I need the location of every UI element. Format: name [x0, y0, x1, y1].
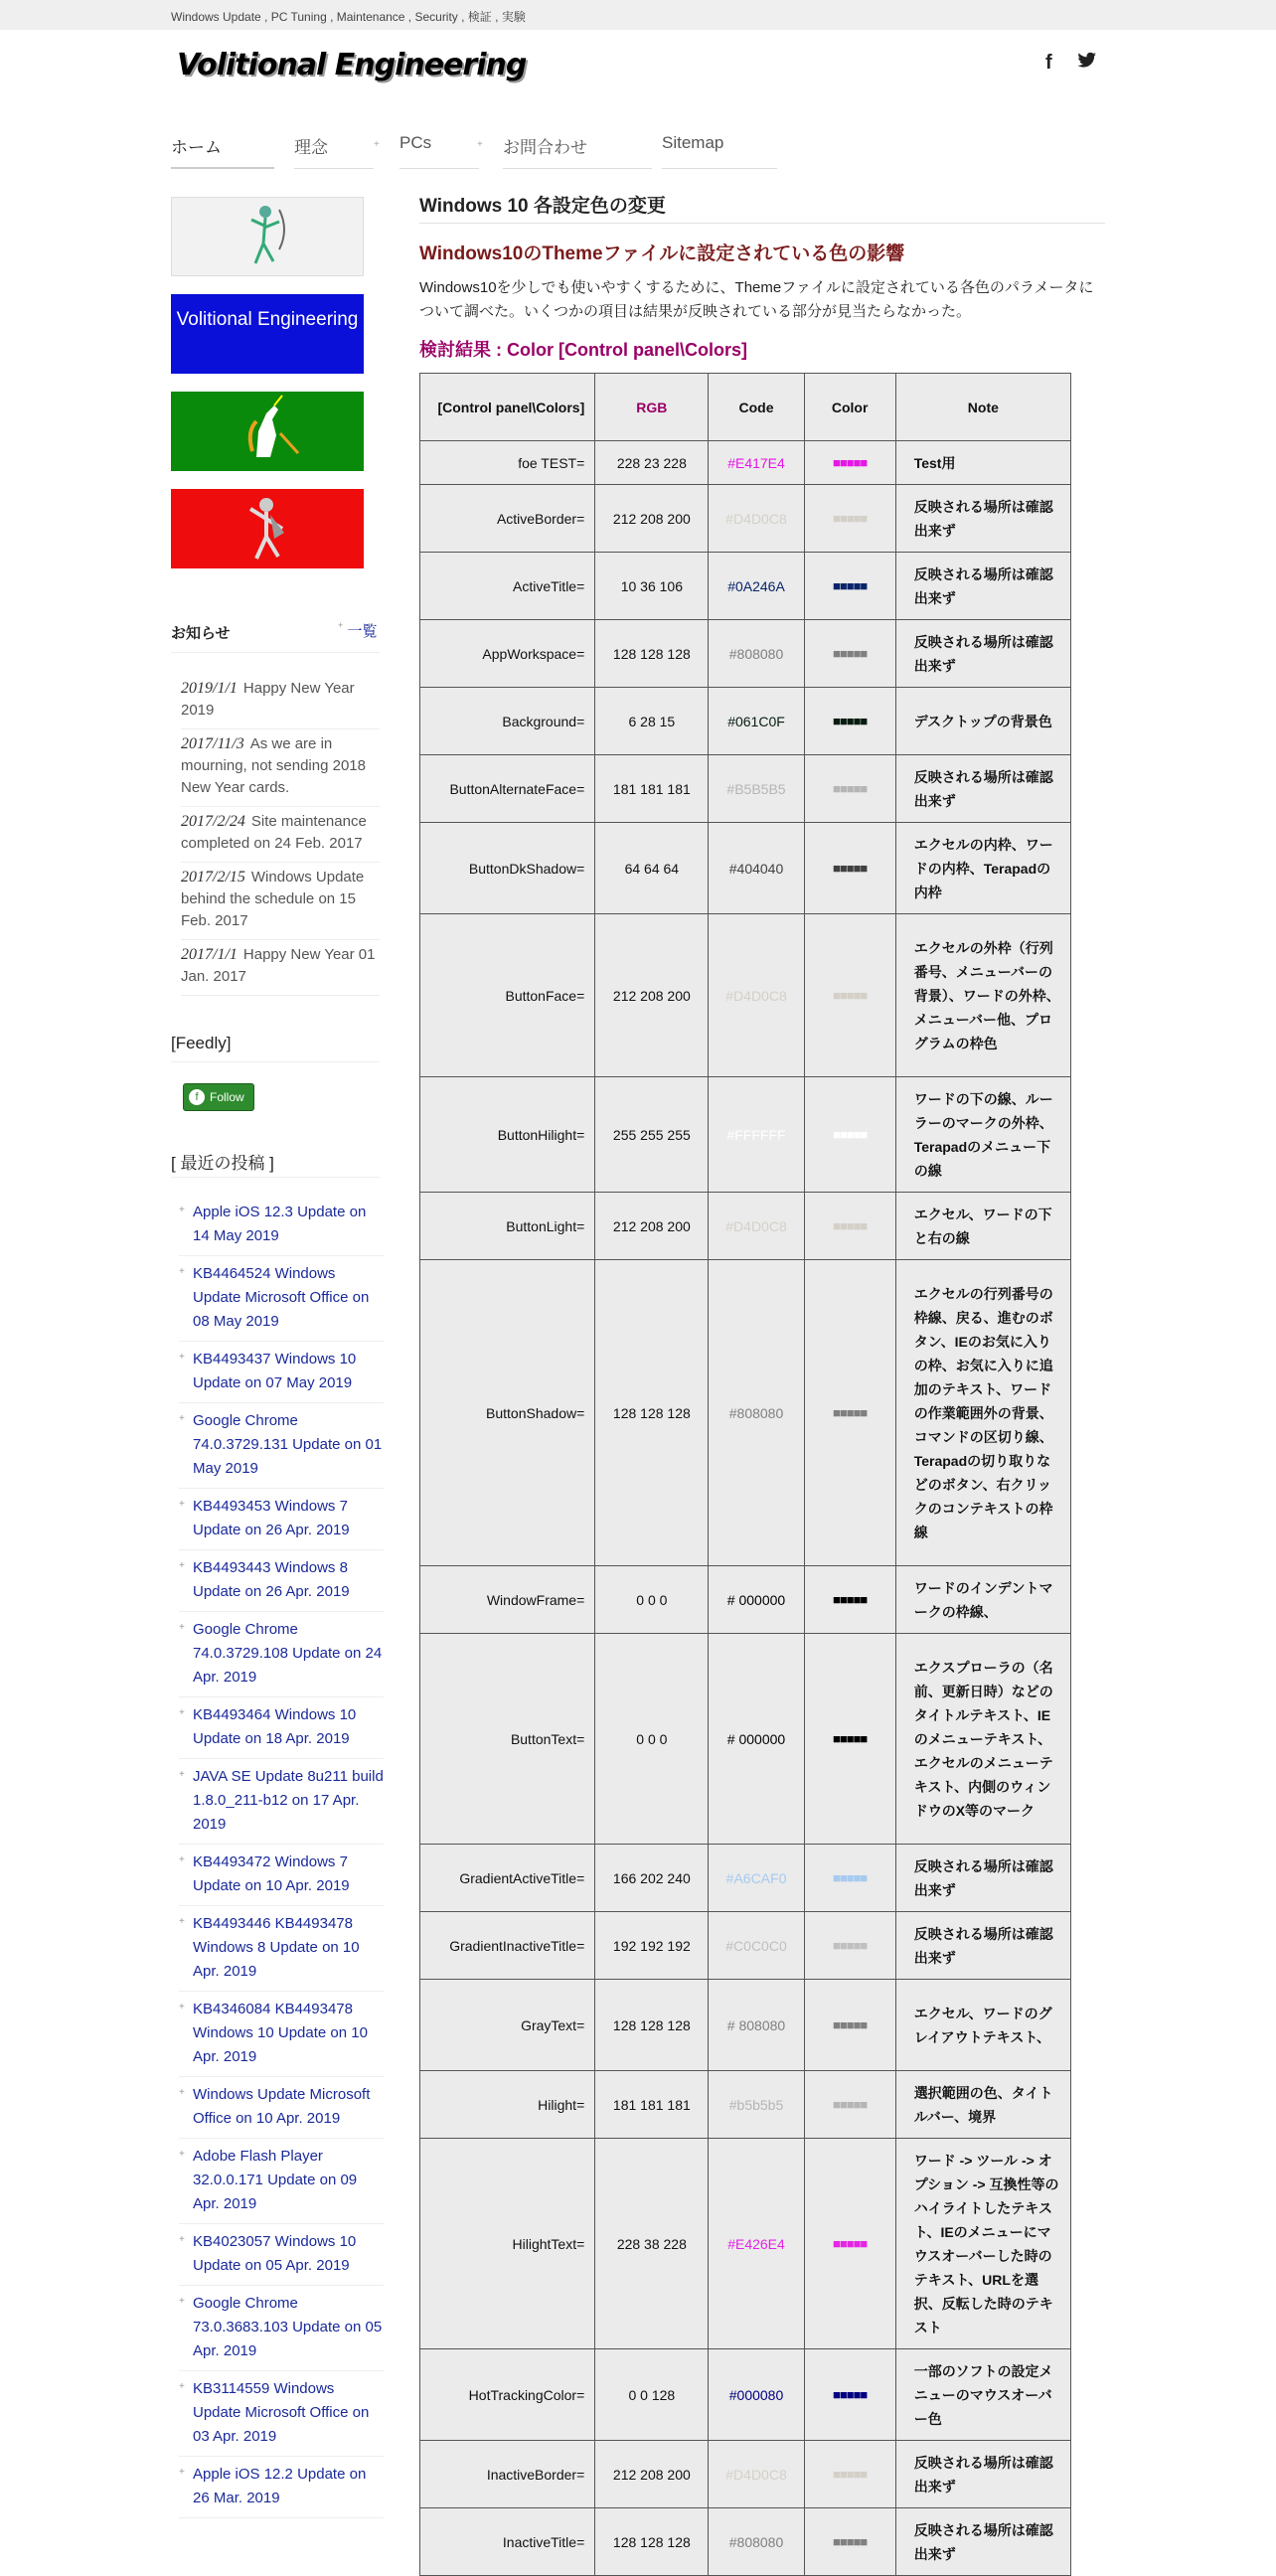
- twitter-icon[interactable]: [1077, 52, 1097, 76]
- news-item[interactable]: 2017/1/1 Happy New Year 01 Jan. 2017: [181, 940, 380, 996]
- page-title: Windows 10 各設定色の変更: [419, 196, 666, 217]
- divider: [171, 1061, 380, 1062]
- cell-name: GradientInactiveTitle=: [420, 1912, 595, 1980]
- cell-code: #D4D0C8: [709, 2441, 804, 2508]
- cell-code: #0A246A: [709, 553, 804, 620]
- cell-code: # 000000: [709, 1566, 804, 1634]
- table-row: [420, 688, 1071, 755]
- cell-color-swatch: ■■■■■: [804, 441, 895, 485]
- recent-post-link[interactable]: + KB4493437 Windows 10 Update on 07 May 2019: [179, 1342, 384, 1403]
- recent-posts-heading: [ 最近の投稿 ]: [171, 1154, 274, 1173]
- cell-note: 反映される場所は確認出来ず: [895, 1845, 1070, 1912]
- cell-color-swatch: ■■■■■: [804, 553, 895, 620]
- cell-code: #D4D0C8: [709, 914, 804, 1077]
- table-row: [420, 2508, 1071, 2576]
- cell-note: 選択範囲の色、タイトルバー、境界: [895, 2071, 1070, 2139]
- cell-note: 反映される場所は確認出来ず: [895, 1912, 1070, 1980]
- table-row: [420, 1845, 1071, 1912]
- cupid-icon: [172, 198, 365, 277]
- cell-rgb: 228 38 228: [595, 2139, 709, 2349]
- table-row: [420, 2349, 1071, 2441]
- table-row: [420, 1912, 1071, 1980]
- cell-code: #061C0F: [709, 688, 804, 755]
- cell-note: 反映される場所は確認出来ず: [895, 2441, 1070, 2508]
- cell-note: デスクトップの背景色: [895, 688, 1070, 755]
- cell-name: Hilight=: [420, 2071, 595, 2139]
- cell-name: foe TEST=: [420, 441, 595, 485]
- recent-post-link[interactable]: + KB4493453 Windows 7 Update on 26 Apr. 2019: [179, 1489, 384, 1550]
- cell-note: ワードの下の線、ルーラーのマークの外枠、Terapadのメニュー下の線: [895, 1077, 1070, 1193]
- feedly-follow-button[interactable]: f Follow: [183, 1083, 254, 1111]
- cell-note: 反映される場所は確認出来ず: [895, 755, 1070, 823]
- cell-note: エクセル、ワードの下と右の線: [895, 1193, 1070, 1260]
- cell-note: エクセル、ワードのグレイアウトテキスト、: [895, 1980, 1070, 2071]
- table-row: [420, 553, 1071, 620]
- cell-rgb: 64 64 64: [595, 823, 709, 914]
- table-row: [420, 485, 1071, 553]
- header-note: Note: [895, 374, 1070, 441]
- nav-home[interactable]: ホーム: [171, 127, 274, 169]
- cell-code: #C0C0C0: [709, 1912, 804, 1980]
- header-code: Code: [709, 374, 804, 441]
- cell-name: ButtonDkShadow=: [420, 823, 595, 914]
- table-row: [420, 914, 1071, 1077]
- cell-color-swatch: ■■■■■: [804, 1912, 895, 1980]
- cell-color-swatch: ■■■■■: [804, 1566, 895, 1634]
- cell-note: Test用: [895, 441, 1070, 485]
- intro-text: Windows10を少しでも使いやすくするために、Themeファイルに設定されている各色のパラメータについて調べた。いくつかの項目は結果が反映されている部分が見当たらなかった。: [419, 279, 1094, 320]
- recent-post-link[interactable]: + Windows Update Microsoft Office on 10 Apr. 2019: [179, 2077, 384, 2139]
- cell-code: # 808080: [709, 1980, 804, 2071]
- recent-post-link[interactable]: + Apple iOS 12.3 Update on 14 May 2019: [179, 1195, 384, 1256]
- cell-name: ButtonShadow=: [420, 1260, 595, 1566]
- cell-code: #D4D0C8: [709, 1193, 804, 1260]
- cell-note: ワード -> ツール -> オプション -> 互換性等のハイライトしたテキスト、IEのメニューにマウスオーバーした時のテキスト、URLを選択、反転した時のテキスト: [895, 2139, 1070, 2349]
- dancer-icon: [171, 489, 364, 568]
- cell-rgb: 228 23 228: [595, 441, 709, 485]
- site-logo[interactable]: Volitional Engineering: [177, 48, 527, 82]
- cell-color-swatch: ■■■■■: [804, 688, 895, 755]
- recent-post-link[interactable]: + KB4346084 KB4493478 Windows 10 Update on 10 Apr. 2019: [179, 1992, 384, 2077]
- cell-color-swatch: ■■■■■: [804, 1980, 895, 2071]
- cell-rgb: 10 36 106: [595, 553, 709, 620]
- cell-color-swatch: ■■■■■: [804, 1260, 895, 1566]
- recent-post-link[interactable]: + Google Chrome 74.0.3729.108 Update on 24 Apr. 2019: [179, 1612, 384, 1697]
- recent-post-link[interactable]: + Apple iOS 12.2 Update on 26 Mar. 2019: [179, 2457, 384, 2518]
- news-list: [181, 674, 380, 996]
- cell-note: エクスプローラの（名前、更新日時）などのタイトルテキスト、IEのメニューテキスト、エクセルのメニューテキスト、内側のウィンドウのX等のマーク: [895, 1634, 1070, 1845]
- nav-separator: +: [477, 139, 483, 150]
- table-row: [420, 620, 1071, 688]
- cell-code: #b5b5b5: [709, 2071, 804, 2139]
- cell-color-swatch: ■■■■■: [804, 620, 895, 688]
- cell-note: 反映される場所は確認出来ず: [895, 2508, 1070, 2576]
- table-row: [420, 1193, 1071, 1260]
- table-row: [420, 2139, 1071, 2349]
- table-header-row: [420, 374, 1071, 441]
- cell-name: HilightText=: [420, 2139, 595, 2349]
- cell-rgb: 6 28 15: [595, 688, 709, 755]
- cell-color-swatch: ■■■■■: [804, 2349, 895, 2441]
- result-heading: 検討結果 : Color [Control panel\Colors]: [419, 340, 747, 360]
- cell-rgb: 181 181 181: [595, 2071, 709, 2139]
- nav-pcs[interactable]: PCs: [399, 127, 479, 169]
- cell-code: #404040: [709, 823, 804, 914]
- banner-cupid[interactable]: [171, 197, 364, 276]
- recent-post-link[interactable]: + JAVA SE Update 8u211 build 1.8.0_211-b12 on 17 Apr. 2019: [179, 1759, 384, 1845]
- cell-note: ワードのインデントマークの枠線、: [895, 1566, 1070, 1634]
- cell-rgb: 212 208 200: [595, 914, 709, 1077]
- cell-code: #E426E4: [709, 2139, 804, 2349]
- cell-code: #B5B5B5: [709, 755, 804, 823]
- unicorn-icon: [171, 392, 364, 471]
- cell-code: # 000000: [709, 1634, 804, 1845]
- cell-name: ButtonFace=: [420, 914, 595, 1077]
- cell-name: ButtonText=: [420, 1634, 595, 1845]
- divider: [171, 1177, 380, 1178]
- cell-rgb: 166 202 240: [595, 1845, 709, 1912]
- cell-rgb: 212 208 200: [595, 2441, 709, 2508]
- cell-color-swatch: ■■■■■: [804, 485, 895, 553]
- feedly-icon: f: [189, 1089, 205, 1105]
- cell-name: InactiveTitle=: [420, 2508, 595, 2576]
- nav-separator: +: [374, 139, 380, 150]
- banner-volitional[interactable]: Volitional Engineering: [171, 294, 364, 374]
- table-row: [420, 1260, 1071, 1566]
- nav-contact[interactable]: お問合わせ: [503, 127, 652, 169]
- cell-name: GrayText=: [420, 1980, 595, 2071]
- cell-rgb: 0 0 128: [595, 2349, 709, 2441]
- cell-rgb: 128 128 128: [595, 1260, 709, 1566]
- cell-code: #D4D0C8: [709, 485, 804, 553]
- cell-note: エクセルの行列番号の枠線、戻る、進むのボタン、IEのお気に入りの枠、お気に入りに追加のテキスト、ワードの作業範囲外の背景、コマンドの区切り線、Terapadの切り取りなどのボタン、右クリックのコンテキストの枠線: [895, 1260, 1070, 1566]
- cell-name: HotTrackingColor=: [420, 2349, 595, 2441]
- cell-name: Background=: [420, 688, 595, 755]
- cell-rgb: 0 0 0: [595, 1566, 709, 1634]
- cell-code: #E417E4: [709, 441, 804, 485]
- table-row: [420, 1077, 1071, 1193]
- cell-rgb: 181 181 181: [595, 755, 709, 823]
- top-bar: [0, 0, 1276, 30]
- cell-color-swatch: ■■■■■: [804, 1077, 895, 1193]
- cell-rgb: 128 128 128: [595, 1980, 709, 2071]
- recent-post-link[interactable]: + Adobe Flash Player 32.0.0.171 Update on 09 Apr. 2019: [179, 2139, 384, 2224]
- banner-unicorn[interactable]: [171, 392, 364, 471]
- cell-code: #000080: [709, 2349, 804, 2441]
- cell-color-swatch: ■■■■■: [804, 2441, 895, 2508]
- recent-post-link[interactable]: + KB4493443 Windows 8 Update on 26 Apr. 2019: [179, 1550, 384, 1612]
- cell-name: ButtonLight=: [420, 1193, 595, 1260]
- cell-note: 反映される場所は確認出来ず: [895, 485, 1070, 553]
- news-more-link[interactable]: + 一覧: [338, 620, 378, 640]
- divider: [419, 223, 1105, 224]
- header-name: [Control panel\Colors]: [420, 374, 595, 441]
- nav-philosophy[interactable]: 理念: [294, 127, 374, 169]
- table-row: [420, 755, 1071, 823]
- cell-name: InactiveBorder=: [420, 2441, 595, 2508]
- header-rgb: RGB: [595, 374, 709, 441]
- cell-code: #808080: [709, 620, 804, 688]
- cell-rgb: 192 192 192: [595, 1912, 709, 1980]
- table-row: [420, 1634, 1071, 1845]
- cell-name: WindowFrame=: [420, 1566, 595, 1634]
- cell-color-swatch: ■■■■■: [804, 755, 895, 823]
- cell-rgb: 212 208 200: [595, 1193, 709, 1260]
- cell-rgb: 212 208 200: [595, 485, 709, 553]
- cell-name: AppWorkspace=: [420, 620, 595, 688]
- cell-color-swatch: ■■■■■: [804, 1193, 895, 1260]
- recent-post-link[interactable]: + KB3114559 Windows Update Microsoft Office on 03 Apr. 2019: [179, 2371, 384, 2457]
- table-row: [420, 2441, 1071, 2508]
- news-heading: お知らせ: [171, 625, 231, 642]
- cell-note: 一部のソフトの設定メニューのマウスオーバー色: [895, 2349, 1070, 2441]
- recent-post-link[interactable]: + KB4464524 Windows Update Microsoft Office on 08 May 2019: [179, 1256, 384, 1342]
- cell-color-swatch: ■■■■■: [804, 2071, 895, 2139]
- recent-post-link[interactable]: + KB4493472 Windows 7 Update on 10 Apr. 2019: [179, 1845, 384, 1906]
- news-item[interactable]: 2019/1/1 Happy New Year 2019: [181, 674, 380, 729]
- page-subtitle: Windows10のThemeファイルに設定されている色の影響: [419, 243, 905, 264]
- cell-color-swatch: ■■■■■: [804, 823, 895, 914]
- cell-name: GradientActiveTitle=: [420, 1845, 595, 1912]
- cell-rgb: 0 0 0: [595, 1634, 709, 1845]
- cell-note: 反映される場所は確認出来ず: [895, 620, 1070, 688]
- banner-dancer[interactable]: [171, 489, 364, 568]
- table-row: [420, 823, 1071, 914]
- news-item[interactable]: 2017/2/24 Site maintenance completed on 24 Feb. 2017: [181, 807, 380, 863]
- feedly-heading: [Feedly]: [171, 1034, 232, 1052]
- cell-code: #808080: [709, 2508, 804, 2576]
- nav-sitemap[interactable]: Sitemap: [662, 127, 777, 169]
- table-row: [420, 1566, 1071, 1634]
- cell-name: ButtonHilight=: [420, 1077, 595, 1193]
- recent-post-link[interactable]: + Google Chrome 73.0.3683.103 Update on 05 Apr. 2019: [179, 2286, 384, 2371]
- table-row: [420, 1980, 1071, 2071]
- news-item[interactable]: 2017/11/3 As we are in mourning, not sending 2018 New Year cards.: [181, 729, 380, 807]
- cell-note: 反映される場所は確認出来ず: [895, 553, 1070, 620]
- cell-note: エクセルの外枠（行列番号、メニューバーの背景）、ワードの外枠、メニューバー他、プログラムの枠色: [895, 914, 1070, 1077]
- cell-code: #A6CAF0: [709, 1845, 804, 1912]
- table-row: [420, 2071, 1071, 2139]
- cell-color-swatch: ■■■■■: [804, 2508, 895, 2576]
- site-tagline: Windows Update , PC Tuning , Maintenance , Security , 検証 , 実験: [171, 10, 526, 24]
- recent-post-link[interactable]: + KB4493446 KB4493478 Windows 8 Update on 10 Apr. 2019: [179, 1906, 384, 1992]
- cell-code: #808080: [709, 1260, 804, 1566]
- cell-name: ActiveTitle=: [420, 553, 595, 620]
- recent-post-link[interactable]: + Google Chrome 74.0.3729.131 Update on 01 May 2019: [179, 1403, 384, 1489]
- cell-rgb: 128 128 128: [595, 620, 709, 688]
- cell-name: ActiveBorder=: [420, 485, 595, 553]
- news-item[interactable]: 2017/2/15 Windows Update behind the schedule on 15 Feb. 2017: [181, 863, 380, 940]
- cell-color-swatch: ■■■■■: [804, 914, 895, 1077]
- cell-rgb: 255 255 255: [595, 1077, 709, 1193]
- header-color: Color: [804, 374, 895, 441]
- color-table: [419, 373, 1071, 2576]
- recent-post-link[interactable]: + KB4023057 Windows 10 Update on 05 Apr. 2019: [179, 2224, 384, 2286]
- cell-color-swatch: ■■■■■: [804, 1845, 895, 1912]
- divider: [171, 652, 380, 653]
- recent-posts-list: [179, 1195, 384, 2518]
- table-row: [420, 441, 1071, 485]
- cell-note: エクセルの内枠、ワードの内枠、Terapadの内枠: [895, 823, 1070, 914]
- recent-post-link[interactable]: + KB4493464 Windows 10 Update on 18 Apr. 2019: [179, 1697, 384, 1759]
- cell-code: #FFFFFF: [709, 1077, 804, 1193]
- cell-rgb: 128 128 128: [595, 2508, 709, 2576]
- facebook-icon[interactable]: f: [1045, 52, 1052, 74]
- cell-name: ButtonAlternateFace=: [420, 755, 595, 823]
- cell-color-swatch: ■■■■■: [804, 2139, 895, 2349]
- main-nav: [171, 127, 777, 169]
- cell-color-swatch: ■■■■■: [804, 1634, 895, 1845]
